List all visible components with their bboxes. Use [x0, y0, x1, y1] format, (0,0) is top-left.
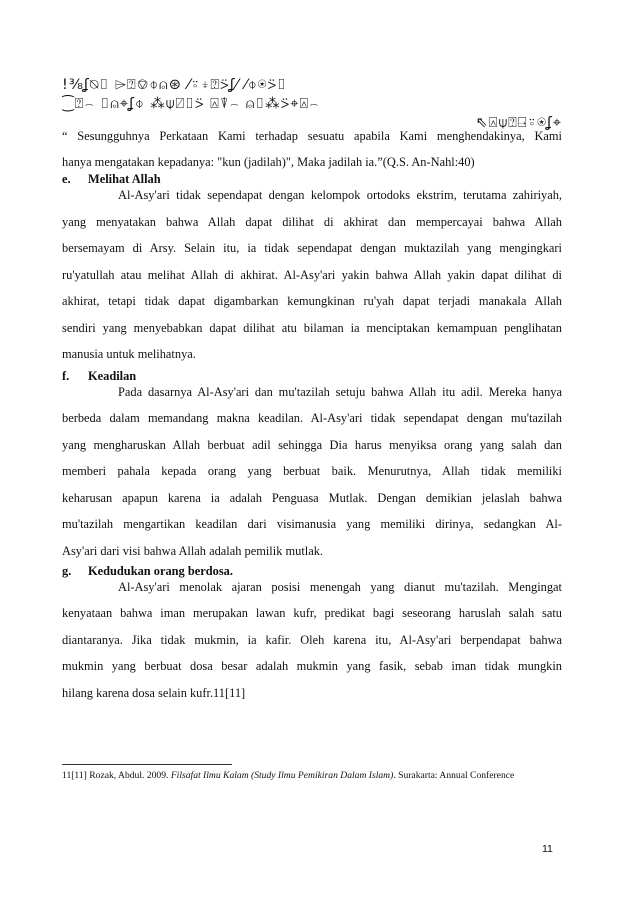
page-number: 11 [542, 843, 553, 855]
section-heading-keadilan [62, 368, 136, 384]
paragraph-line: yang mengharuskan Allah berbuat adil sehingga Dia harus menyiksa orang yang salah dan [62, 438, 562, 452]
translation-line-1: “ Sesungguhnya Perkataan Kami terhadap sesuatu apabila Kami menghendakinya, Kami [62, 129, 562, 143]
arabic-verse-line-2: ⁐⍰⌢ ⌷⍝⌖ʆ⌽ ⁂⍦⍁⌷⍩ ⍓⍒⌢ ⍝⌷⁂⍩⌖⍓⌢ [62, 96, 320, 112]
arabic-verse-line-3: ⇖⍓⍦⍰⍈⍤⍟ʆ⌖ [475, 115, 562, 131]
paragraph-line: bersemayam di Arsy. Selain itu, ia tidak sependapat dengan muktazilah yang mengingkari [62, 241, 562, 255]
section-title: Kedudukan orang berdosa. [88, 564, 233, 578]
paragraph-line: kenyataan bahwa iman merupakan lawan kufr, predikat bagi seseorang haruslah salah satu [62, 606, 562, 620]
paragraph-line: akhirat, tetapi tidak dapat digambarkan kemungkinan ru'yah dapat terjadi manakala Allah [62, 294, 562, 308]
paragraph-line: Asy'ari dari visi bahwa Allah adalah pemilik mutlak. [62, 544, 323, 558]
paragraph-line: manusia untuk melihatnya. [62, 347, 196, 361]
paragraph-line: hilang karena dosa selain kufr.11[11] [62, 686, 246, 700]
footnote-prefix: 11[11] Rozak, Abdul. 2009. [62, 770, 171, 781]
footnote-separator [62, 764, 232, 765]
paragraph-line: sendiri yang menyebabkan dapat dilihat atu bilaman ia menciptakan kemampuan penglihatan [62, 321, 562, 335]
footnote-suffix: . Surakarta: Annual Conference [393, 770, 515, 781]
section-title: Melihat Allah [88, 172, 161, 186]
paragraph-line: Al-Asy'ari tidak sependapat dengan kelompok ortodoks ekstrim, terutama zahiriyah, [118, 188, 562, 202]
paragraph-line: berbeda dalam memandang makna keadilan. Al-Asy'ari tidak sependapat dengan mu'tazilah [62, 411, 562, 425]
paragraph-line: mu'tazilah mengartikan keadilan dari visimanusia yang memiliki dirinya, sedangkan Al- [62, 517, 562, 531]
section-heading-melihat-allah [62, 171, 161, 187]
translation-line-2: hanya mengatakan kepadanya: "kun (jadilah)", Maka jadilah ia.”(Q.S. An-Nahl:40) [62, 155, 475, 169]
paragraph-line: ru'yatullah atau melihat Allah di akhirat. Al-Asy'ari yakin bahwa Allah yakin dapat dilihat di [62, 268, 562, 282]
paragraph-line: memberi pahala kepada orang yang berbuat baik. Menurutnya, Allah tidak memiliki [62, 464, 562, 478]
paragraph-line: Pada dasarnya Al-Asy'ari dan mu'tazilah setuju bahwa Allah itu adil. Mereka hanya [118, 385, 562, 399]
paragraph-line: keharusan apapun karena ia adalah Penguasa Mutlak. Dengan demikian jelaslah bahwa [62, 491, 562, 505]
section-marker: g. [62, 564, 72, 578]
section-marker: f. [62, 369, 70, 383]
section-title: Keadilan [88, 369, 137, 383]
footnote-book-title: Filsafat Ilmu Kalam (Study Ilmu Pemikiran Dalam Islam) [170, 770, 394, 781]
paragraph-line: diantaranya. Jika tidak mukmin, ia kafir. Oleh karena itu, Al-Asy'ari berpendapat bahwa [62, 633, 562, 647]
section-heading-kedudukan-orang-berdosa [62, 563, 233, 579]
paragraph-line: yang menyatakan bahwa Allah dapat dilihat di akhirat dan mempercayai bahwa Allah [62, 215, 562, 229]
paragraph-line: mukmin yang berbuat dosa besar adalah mukmin yang fasik, sebab iman tidak mungkin [62, 659, 562, 673]
footnote [62, 770, 514, 782]
section-marker: e. [62, 172, 71, 186]
paragraph-line: Al-Asy'ari menolak ajaran posisi menengah yang dianut mu'tazilah. Mengingat [118, 580, 562, 594]
arabic-verse-line-1: !⅜ʆ⍉⌷ ⌲⍰⎊⌽⍝⊛ ⁄⍤⍖⍰⍩ʆ⁄ ⁄⌽⍟⍩⌷ [62, 77, 287, 93]
